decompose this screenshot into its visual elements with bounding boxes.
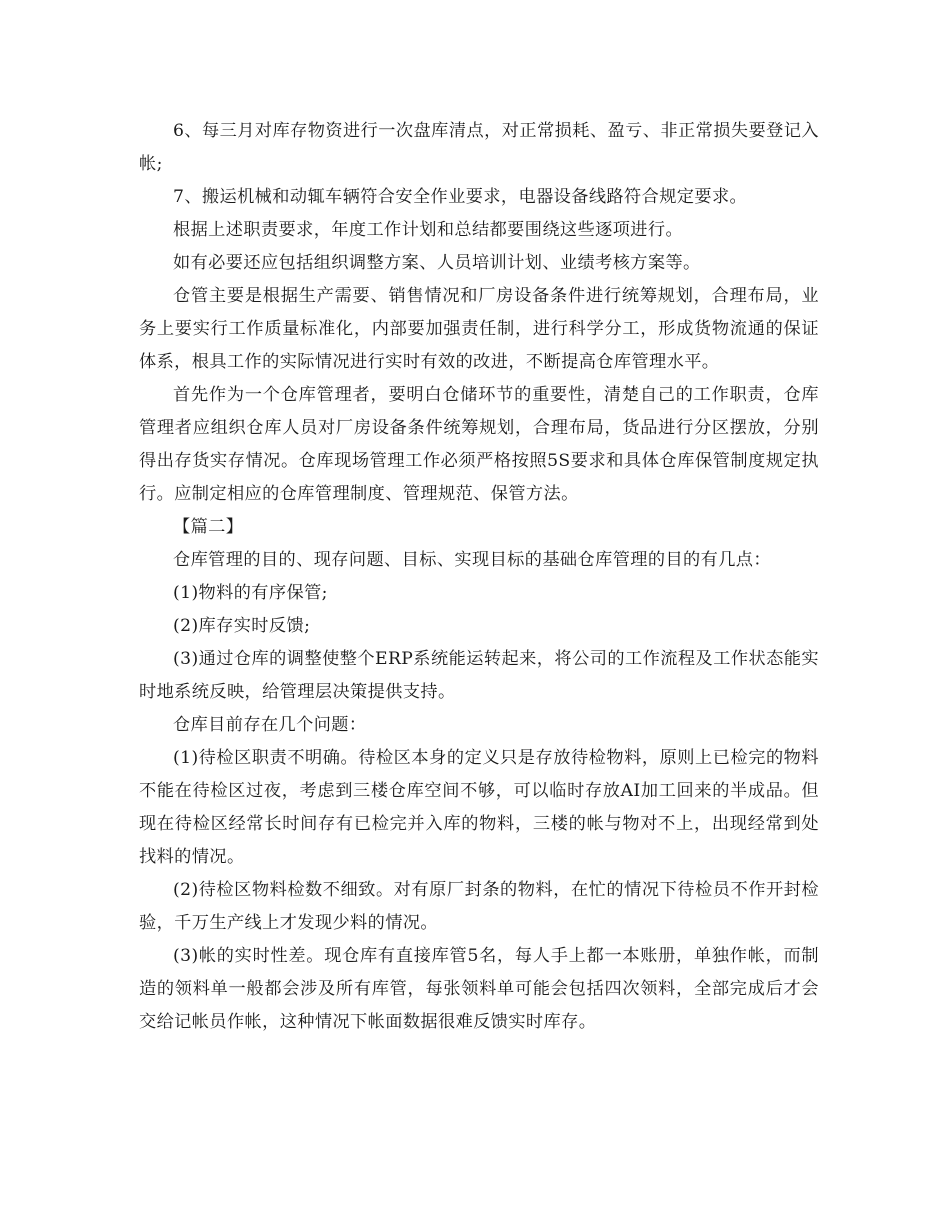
section-heading: 【篇二】: [173, 517, 244, 537]
list-item-problem-2: (2)待检区物料检数不细致。对有原厂封条的物料，在忙的情况下待检员不作开封检验，千万生产线上才发现少料的情况。: [139, 880, 819, 933]
list-item-purpose-1: (1)物料的有序保管;: [173, 583, 328, 603]
list-item-purpose-2: (2)库存实时反馈;: [173, 616, 311, 636]
paragraph-extra: 如有必要还应包括组织调整方案、人员培训计划、业绩考核方案等。: [173, 253, 701, 273]
paragraph-manager: 首先作为一个仓库管理者，要明白仓储环节的重要性，清楚自己的工作职责，仓库管理者应组织仓库人员对厂房设备条件统筹规划，合理布局，货品进行分区摆放，分别得出存货实存情况。仓库现场管理工作必须严格按照5S要求和具体仓库保管制度规定执行。应制定相应的仓库管理制度、管理规范、保管方法。: [139, 385, 819, 504]
paragraph-problems-intro: 仓库目前存在几个问题：: [173, 715, 367, 735]
list-item-problem-3: (3)帐的实时性差。现仓库有直接库管5名，每人手上都一本账册，单独作帐，而制造的领料单一般都会涉及所有库管，每张领料单可能会包括四次领料，全部完成后才会交给记帐员作帐，这种情况下帐面数据很难反馈实时库存。: [139, 946, 819, 1032]
document-body: [139, 115, 819, 1039]
paragraph-item-6: 6、每三月对库存物资进行一次盘库清点，对正常损耗、盈亏、非正常损失要登记入帐;: [139, 121, 819, 174]
paragraph-purpose: 仓库管理的目的、现存问题、目标、实现目标的基础仓库管理的目的有几点：: [173, 550, 771, 570]
list-item-purpose-3: (3)通过仓库的调整使整个ERP系统能运转起来，将公司的工作流程及工作状态能实时地系统反映，给管理层决策提供支持。: [139, 649, 819, 702]
paragraph-summary: 根据上述职责要求，年度工作计划和总结都要围绕这些逐项进行。: [173, 220, 684, 240]
paragraph-item-7: 7、搬运机械和动辄车辆符合安全作业要求，电器设备线路符合规定要求。: [173, 187, 748, 207]
list-item-problem-1: (1)待检区职责不明确。待检区本身的定义只是存放待检物料，原则上已检完的物料不能在待检区过夜，考虑到三楼仓库空间不够，可以临时存放AI加工回来的半成品。但现在待检区经常长时间存有已检完并入库的物料，三楼的帐与物对不上，出现经常到处找料的情况。: [139, 748, 819, 867]
paragraph-warehouse-main: 仓管主要是根据生产需要、销售情况和厂房设备条件进行统筹规划，合理布局，业务上要实行工作质量标准化，内部要加强责任制，进行科学分工，形成货物流通的保证体系，根具工作的实际情况进行实时有效的改进，不断提高仓库管理水平。: [139, 286, 819, 372]
